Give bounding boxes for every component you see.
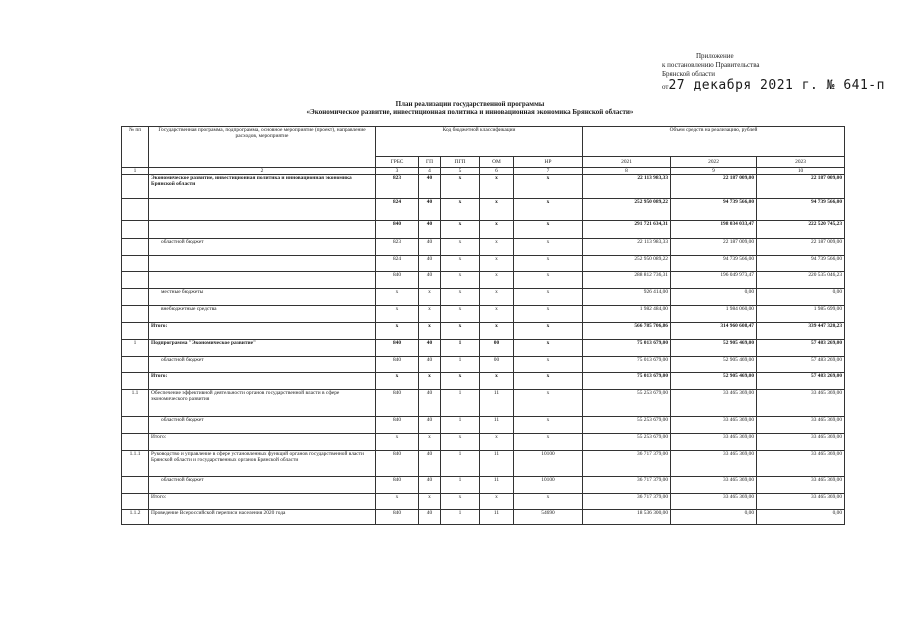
row-om: х xyxy=(480,272,514,289)
row-name: Итого: xyxy=(149,323,376,340)
row-amount-2021: 288 812 736,31 xyxy=(583,272,671,289)
row-om: х xyxy=(480,221,514,239)
row-name: Подпрограмма "Экономическое развитие" xyxy=(149,340,376,357)
col-number: 4 xyxy=(419,168,441,175)
col-number: 5 xyxy=(441,168,480,175)
header-grbs: ГРБС xyxy=(376,157,419,168)
row-number xyxy=(122,199,149,221)
row-amount-2021: 22 113 983,33 xyxy=(583,239,671,256)
table-row xyxy=(122,373,845,390)
row-name: Итого: xyxy=(149,494,376,510)
row-amount-2022: 94 739 566,00 xyxy=(671,256,757,272)
row-om: х xyxy=(480,373,514,390)
row-pgp: х xyxy=(441,373,480,390)
row-name: Итого: xyxy=(149,434,376,451)
header-pgp: ПГП xyxy=(441,157,480,168)
table-row xyxy=(122,451,845,477)
row-amount-2022: 33 465 369,00 xyxy=(671,417,757,434)
row-grbs: 840 xyxy=(376,510,419,525)
row-gp: 40 xyxy=(419,239,441,256)
row-pgp: х xyxy=(441,239,480,256)
header-gp: ГП xyxy=(419,157,441,168)
row-gp: 40 xyxy=(419,390,441,417)
table-row xyxy=(122,221,845,239)
row-amount-2023: 57 483 269,00 xyxy=(757,357,845,373)
col-number: 7 xyxy=(514,168,583,175)
row-amount-2023: 0,00 xyxy=(757,289,845,306)
row-amount-2022: 33 465 369,00 xyxy=(671,390,757,417)
row-amount-2023: 222 520 745,23 xyxy=(757,221,845,239)
row-number xyxy=(122,357,149,373)
row-nr: х xyxy=(514,256,583,272)
row-amount-2023: 22 187 009,00 xyxy=(757,239,845,256)
row-name: областной бюджет xyxy=(149,417,376,434)
row-pgp: х xyxy=(441,306,480,323)
row-amount-2023: 33 465 369,00 xyxy=(757,494,845,510)
row-number xyxy=(122,272,149,289)
row-amount-2021: 1 982 484,00 xyxy=(583,306,671,323)
row-amount-2021: 55 253 679,00 xyxy=(583,417,671,434)
row-amount-2022: 33 465 369,00 xyxy=(671,451,757,477)
row-gp: 40 xyxy=(419,221,441,239)
row-gp: 40 xyxy=(419,477,441,494)
row-pgp: х xyxy=(441,199,480,221)
row-amount-2021: 75 013 679,00 xyxy=(583,373,671,390)
row-name: Экономическое развитие, инвестиционная политика и инновационная экономика Брянской области xyxy=(149,175,376,199)
row-amount-2022: 0,00 xyxy=(671,510,757,525)
row-pgp: 1 xyxy=(441,340,480,357)
row-number: 1 xyxy=(122,340,149,357)
row-om: х xyxy=(480,256,514,272)
row-pgp: х xyxy=(441,494,480,510)
table-row xyxy=(122,175,845,199)
table-row xyxy=(122,306,845,323)
row-number: 1.1.2 xyxy=(122,510,149,525)
row-number xyxy=(122,289,149,306)
row-amount-2023: 33 465 369,00 xyxy=(757,390,845,417)
row-name xyxy=(149,199,376,221)
row-om: 00 xyxy=(480,357,514,373)
col-number: 2 xyxy=(149,168,376,175)
row-nr: х xyxy=(514,373,583,390)
annex-order xyxy=(662,79,885,92)
row-amount-2021: 252 950 089,22 xyxy=(583,199,671,221)
row-gp: х xyxy=(419,323,441,340)
header-row-1 xyxy=(122,127,845,157)
row-number xyxy=(122,494,149,510)
header-codes-group: Код бюджетной классификации xyxy=(376,127,583,157)
row-amount-2023: 339 447 320,23 xyxy=(757,323,845,340)
row-amount-2021: 36 717 379,00 xyxy=(583,477,671,494)
row-om: х xyxy=(480,175,514,199)
row-om: х xyxy=(480,494,514,510)
row-grbs: 840 xyxy=(376,221,419,239)
row-nr: х xyxy=(514,357,583,373)
header-name: Государственная программа, подпрограмма, основное мероприятие (проект), направление расходов, мероприятие xyxy=(149,127,376,168)
row-amount-2022: 33 465 369,00 xyxy=(671,434,757,451)
header-row-numbers xyxy=(122,168,845,175)
title-line-2: «Экономическое развитие, инвестиционная политика и инновационная экономика Брянской области» xyxy=(306,108,634,116)
row-om: 11 xyxy=(480,510,514,525)
col-number: 6 xyxy=(480,168,514,175)
row-amount-2021: 252 950 089,22 xyxy=(583,256,671,272)
row-om: 11 xyxy=(480,477,514,494)
table-row xyxy=(122,340,845,357)
row-grbs: 840 xyxy=(376,451,419,477)
row-number xyxy=(122,239,149,256)
row-pgp: х xyxy=(441,289,480,306)
table-row xyxy=(122,434,845,451)
row-pgp: 1 xyxy=(441,417,480,434)
row-amount-2023: 33 465 369,00 xyxy=(757,434,845,451)
row-nr: х xyxy=(514,239,583,256)
row-amount-2023: 57 483 269,00 xyxy=(757,340,845,357)
table-row xyxy=(122,510,845,525)
row-amount-2022: 0,00 xyxy=(671,289,757,306)
row-nr: 10100 xyxy=(514,477,583,494)
program-plan-table xyxy=(121,126,845,525)
annex-line-1: Приложение xyxy=(696,52,734,60)
row-pgp: х xyxy=(441,323,480,340)
row-nr: х xyxy=(514,199,583,221)
table-body xyxy=(122,175,845,525)
row-name xyxy=(149,256,376,272)
row-amount-2021: 55 253 679,00 xyxy=(583,434,671,451)
row-name: Обеспечение эффективной деятельности органов государственной власти в сфере экономического развития xyxy=(149,390,376,417)
row-om: х xyxy=(480,239,514,256)
row-name xyxy=(149,221,376,239)
row-grbs: 840 xyxy=(376,477,419,494)
row-gp: 40 xyxy=(419,256,441,272)
row-amount-2023: 94 739 566,00 xyxy=(757,199,845,221)
row-grbs: х xyxy=(376,306,419,323)
table-row xyxy=(122,239,845,256)
header-nr: НР xyxy=(514,157,583,168)
row-gp: х xyxy=(419,289,441,306)
header-2021: 2021 xyxy=(583,157,671,168)
row-amount-2022: 22 187 009,00 xyxy=(671,239,757,256)
row-nr: х xyxy=(514,340,583,357)
annex-line-2: к постановлению Правительства xyxy=(662,61,760,69)
row-name xyxy=(149,272,376,289)
row-amount-2022: 52 905 469,00 xyxy=(671,357,757,373)
row-gp: 40 xyxy=(419,357,441,373)
row-number xyxy=(122,434,149,451)
row-amount-2022: 52 905 469,00 xyxy=(671,340,757,357)
row-name: областной бюджет xyxy=(149,357,376,373)
row-grbs: х xyxy=(376,494,419,510)
row-amount-2022: 52 905 469,00 xyxy=(671,373,757,390)
row-name: внебюджетные средства xyxy=(149,306,376,323)
table-row xyxy=(122,289,845,306)
row-amount-2023: 57 483 269,00 xyxy=(757,373,845,390)
table-row xyxy=(122,323,845,340)
row-amount-2023: 220 535 046,23 xyxy=(757,272,845,289)
row-grbs: х xyxy=(376,373,419,390)
row-amount-2021: 36 717 379,00 xyxy=(583,451,671,477)
row-amount-2022: 22 187 009,00 xyxy=(671,175,757,199)
row-amount-2023: 33 465 369,00 xyxy=(757,451,845,477)
row-number: 1.1 xyxy=(122,390,149,417)
row-grbs: х xyxy=(376,289,419,306)
row-nr: х xyxy=(514,175,583,199)
row-name: областной бюджет xyxy=(149,239,376,256)
header-2022: 2022 xyxy=(671,157,757,168)
row-om: 11 xyxy=(480,390,514,417)
row-grbs: 823 xyxy=(376,239,419,256)
row-amount-2023: 94 739 566,00 xyxy=(757,256,845,272)
row-gp: 40 xyxy=(419,510,441,525)
table-row xyxy=(122,494,845,510)
annex-order-date: 27 декабря 2021 г. № 641-п xyxy=(668,78,885,93)
row-grbs: 840 xyxy=(376,357,419,373)
header-amount-group: Объем средств на реализацию, рублей xyxy=(583,127,845,157)
row-amount-2021: 75 013 679,00 xyxy=(583,340,671,357)
row-grbs: 824 xyxy=(376,256,419,272)
row-om: х xyxy=(480,199,514,221)
row-nr: х xyxy=(514,323,583,340)
row-gp: 40 xyxy=(419,199,441,221)
table-row xyxy=(122,199,845,221)
row-pgp: х xyxy=(441,175,480,199)
row-nr: х xyxy=(514,417,583,434)
row-gp: 40 xyxy=(419,272,441,289)
row-amount-2021: 291 721 634,31 xyxy=(583,221,671,239)
row-amount-2022: 1 984 060,00 xyxy=(671,306,757,323)
col-number: 9 xyxy=(671,168,757,175)
row-number xyxy=(122,256,149,272)
row-nr: х xyxy=(514,390,583,417)
row-amount-2023: 0,00 xyxy=(757,510,845,525)
row-om: х xyxy=(480,434,514,451)
row-name: местные бюджеты xyxy=(149,289,376,306)
row-amount-2021: 22 113 983,33 xyxy=(583,175,671,199)
row-gp: х xyxy=(419,434,441,451)
row-grbs: 840 xyxy=(376,340,419,357)
row-amount-2023: 33 465 369,00 xyxy=(757,417,845,434)
header-num: № пп xyxy=(122,127,149,168)
row-name: Руководство и управление в сфере установленных функций органов государственной власти Брянской области и государственных органов Брянской области xyxy=(149,451,376,477)
row-amount-2022: 33 465 369,00 xyxy=(671,477,757,494)
row-nr: 10100 xyxy=(514,451,583,477)
row-grbs: х xyxy=(376,323,419,340)
row-amount-2022: 94 739 566,00 xyxy=(671,199,757,221)
row-amount-2021: 566 785 706,86 xyxy=(583,323,671,340)
row-amount-2022: 196 049 973,47 xyxy=(671,272,757,289)
header-om: ОМ xyxy=(480,157,514,168)
row-nr: х xyxy=(514,272,583,289)
row-gp: 40 xyxy=(419,175,441,199)
row-grbs: 824 xyxy=(376,199,419,221)
row-nr: х xyxy=(514,306,583,323)
row-amount-2022: 198 034 033,47 xyxy=(671,221,757,239)
row-pgp: 1 xyxy=(441,477,480,494)
row-amount-2023: 33 465 369,00 xyxy=(757,477,845,494)
row-amount-2021: 926 414,00 xyxy=(583,289,671,306)
row-number xyxy=(122,221,149,239)
row-amount-2021: 18 536 300,00 xyxy=(583,510,671,525)
row-pgp: х xyxy=(441,434,480,451)
table-row xyxy=(122,256,845,272)
row-om: х xyxy=(480,289,514,306)
row-grbs: х xyxy=(376,434,419,451)
row-om: 00 xyxy=(480,340,514,357)
document-title xyxy=(120,100,820,116)
row-nr: х xyxy=(514,221,583,239)
row-om: х xyxy=(480,323,514,340)
row-gp: х xyxy=(419,306,441,323)
row-number xyxy=(122,477,149,494)
row-grbs: 823 xyxy=(376,175,419,199)
row-gp: 40 xyxy=(419,451,441,477)
row-om: х xyxy=(480,306,514,323)
table-row xyxy=(122,477,845,494)
row-number xyxy=(122,175,149,199)
row-grbs: 840 xyxy=(376,417,419,434)
row-pgp: 1 xyxy=(441,357,480,373)
row-pgp: х xyxy=(441,272,480,289)
row-number xyxy=(122,306,149,323)
annex-order-prefix: от xyxy=(662,83,669,91)
row-nr: 54690 xyxy=(514,510,583,525)
col-number: 10 xyxy=(757,168,845,175)
row-gp: х xyxy=(419,373,441,390)
header-2023: 2023 xyxy=(757,157,845,168)
row-amount-2023: 22 187 009,00 xyxy=(757,175,845,199)
row-pgp: 1 xyxy=(441,390,480,417)
col-number: 8 xyxy=(583,168,671,175)
table-row xyxy=(122,272,845,289)
table-row xyxy=(122,417,845,434)
row-nr: х xyxy=(514,289,583,306)
row-nr: х xyxy=(514,494,583,510)
row-number xyxy=(122,417,149,434)
row-amount-2021: 36 717 379,00 xyxy=(583,494,671,510)
row-number: 1.1.1 xyxy=(122,451,149,477)
row-amount-2021: 55 253 679,00 xyxy=(583,390,671,417)
row-name: областной бюджет xyxy=(149,477,376,494)
row-grbs: 840 xyxy=(376,272,419,289)
row-pgp: х xyxy=(441,256,480,272)
row-amount-2021: 75 013 679,00 xyxy=(583,357,671,373)
row-gp: 40 xyxy=(419,340,441,357)
table-row xyxy=(122,390,845,417)
annex-block xyxy=(662,52,885,92)
col-number: 1 xyxy=(122,168,149,175)
row-number xyxy=(122,373,149,390)
row-gp: х xyxy=(419,494,441,510)
row-pgp: 1 xyxy=(441,451,480,477)
annex-line-3: Брянской области xyxy=(662,70,716,78)
row-pgp: х xyxy=(441,221,480,239)
row-nr: х xyxy=(514,434,583,451)
row-amount-2023: 1 985 699,00 xyxy=(757,306,845,323)
row-amount-2022: 33 465 369,00 xyxy=(671,494,757,510)
col-number: 3 xyxy=(376,168,419,175)
row-gp: 40 xyxy=(419,417,441,434)
row-number xyxy=(122,323,149,340)
row-om: 11 xyxy=(480,451,514,477)
row-name: Проведение Всероссийской переписи населения 2020 года xyxy=(149,510,376,525)
row-grbs: 840 xyxy=(376,390,419,417)
table-row xyxy=(122,357,845,373)
row-om: 11 xyxy=(480,417,514,434)
title-line-1: План реализации государственной программы xyxy=(395,100,545,108)
row-pgp: 1 xyxy=(441,510,480,525)
row-amount-2022: 314 960 608,47 xyxy=(671,323,757,340)
row-name: Итого: xyxy=(149,373,376,390)
